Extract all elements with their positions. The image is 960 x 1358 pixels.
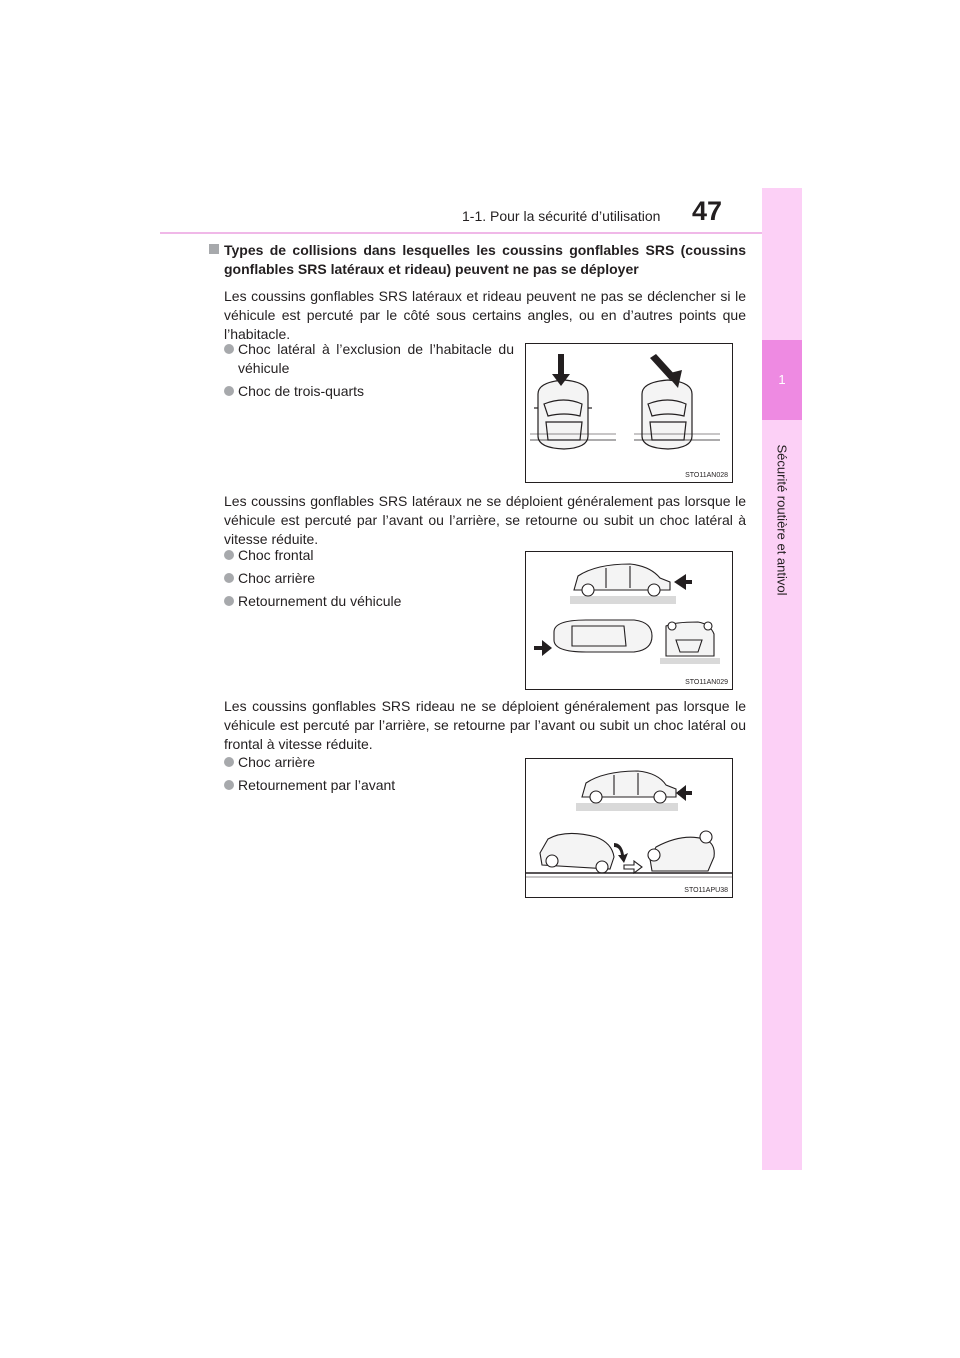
list-item: Choc arrière [224,569,514,588]
bullet-dot-icon [224,596,234,606]
paragraph-3: Les coussins gonflables SRS rideau ne se déploient généralement pas lorsque le véhicule est percuté par l’arrière, se retourne par l’avant ou subit un choc latéral ou frontal à vitesse réduite. [224,698,746,752]
list-item: Retournement par l’avant [224,776,514,795]
figure-code: STO11APU38 [684,887,728,894]
section-square-icon [209,244,219,254]
figure-code: STO11AN029 [685,679,728,686]
list-item: Retournement du véhicule [224,592,514,611]
bullet-list-1 [224,340,514,405]
figure-side-impact [525,343,733,483]
section-title: Types de collisions dans lesquelles les coussins gonflables SRS (coussins gonflables SRS latéraux et rideau) peuvent ne pas se déployer [224,242,746,277]
bullet-dot-icon [224,386,234,396]
list-item: Choc frontal [224,546,514,565]
header-divider [160,232,800,234]
running-header: 1-1. Pour la sécurité d’utilisation [462,208,661,224]
list-item: Choc de trois-quarts [224,382,514,401]
figure-rear-front-rollover [525,758,733,898]
bullet-dot-icon [224,344,234,354]
bullet-dot-icon [224,550,234,560]
list-item: Choc latéral à l’exclusion de l’habitacle du véhicule [224,340,514,378]
bullet-list-3 [224,753,514,799]
bullet-dot-icon [224,573,234,583]
chapter-side-tab [762,188,802,1170]
list-item: Choc arrière [224,753,514,772]
chapter-label: Sécurité routière et antivol [774,444,790,596]
paragraph-1: Les coussins gonflables SRS latéraux et rideau peuvent ne pas se déclencher si le véhicule est percuté par le côté sous certains angles, ou en d’autres points que l’habitacle. [224,288,746,342]
bullet-dot-icon [224,780,234,790]
bullet-dot-icon [224,757,234,767]
page-number: 47 [692,196,723,226]
figure-front-rear-rollover [525,551,733,690]
chapter-number: 1 [778,372,786,387]
figure-code: STO11AN028 [685,472,728,479]
bullet-list-2 [224,546,514,615]
paragraph-2: Les coussins gonflables SRS latéraux ne se déploient généralement pas lorsque le véhicule est percuté par l’avant ou l’arrière, se retourne ou subit un choc latéral à vitesse réduite. [224,493,746,547]
